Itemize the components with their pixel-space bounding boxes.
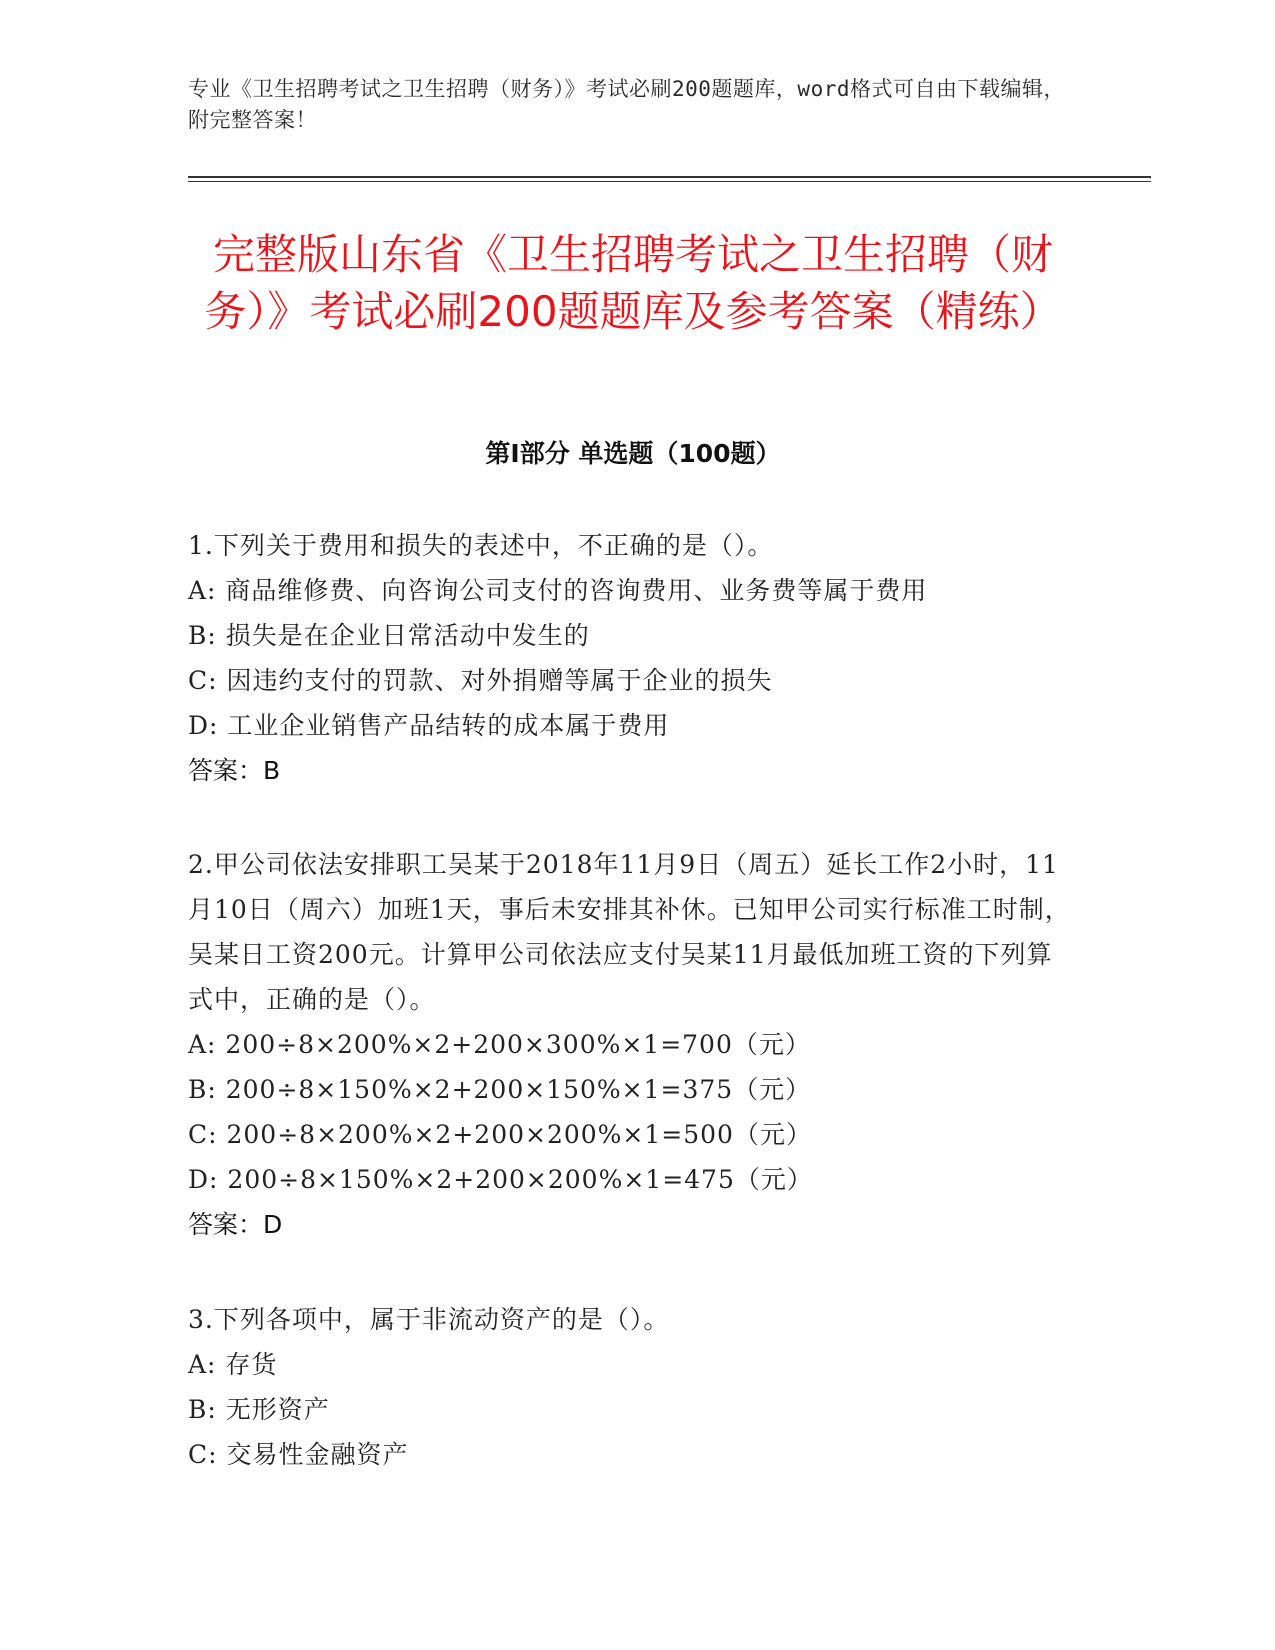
answer-label: 答案：D	[188, 1210, 283, 1239]
header-divider-thin	[188, 181, 1151, 182]
option-a: A: 存货	[188, 1350, 278, 1379]
option-b: B: 损失是在企业日常活动中发生的	[188, 621, 590, 650]
option-a: A: 商品维修费、向咨询公司支付的咨询费用、业务费等属于费用	[188, 576, 928, 605]
option-c: C: 因违约支付的罚款、对外捐赠等属于企业的损失	[188, 666, 773, 695]
answer-label: 答案：B	[188, 756, 281, 785]
question-stem: 2.甲公司依法安排职工吴某于2018年11月9日（周五）延长工作2小时，11月10日（周六）加班1天，事后未安排其补休。已知甲公司实行标准工时制，吴某日工资200元。计算甲公司依法应支付吴某11月最低加班工资的下列算式中，正确的是（）。	[188, 850, 1071, 1014]
option-c: C: 200÷8×200%×2+200×200%×1=500（元）	[188, 1120, 812, 1149]
question-stem: 1.下列关于费用和损失的表述中，不正确的是（）。	[188, 531, 774, 560]
option-d: D: 200÷8×150%×2+200×200%×1=475（元）	[188, 1165, 813, 1194]
question-1	[188, 523, 1078, 793]
document-title: 完整版山东省《卫生招聘考试之卫生招聘（财务）》考试必刷200题题库及参考答案（精练）	[204, 230, 1062, 336]
section-heading: 第I部分 单选题（100题）	[485, 439, 781, 468]
option-b: B: 200÷8×150%×2+200×150%×1=375（元）	[188, 1075, 812, 1104]
header-note: 专业《卫生招聘考试之卫生招聘（财务）》考试必刷200题题库，word格式可自由下载编辑，附完整答案！	[188, 77, 1065, 132]
question-stem: 3.下列各项中，属于非流动资产的是（）。	[188, 1305, 670, 1334]
option-b: B: 无形资产	[188, 1395, 330, 1424]
option-a: A: 200÷8×200%×2+200×300%×1=700（元）	[188, 1030, 811, 1059]
option-c: C: 交易性金融资产	[188, 1440, 409, 1469]
header-divider-thick	[188, 176, 1151, 178]
question-3	[188, 1297, 1078, 1477]
option-d: D: 工业企业销售产品结转的成本属于费用	[188, 711, 670, 740]
question-2	[188, 842, 1078, 1247]
